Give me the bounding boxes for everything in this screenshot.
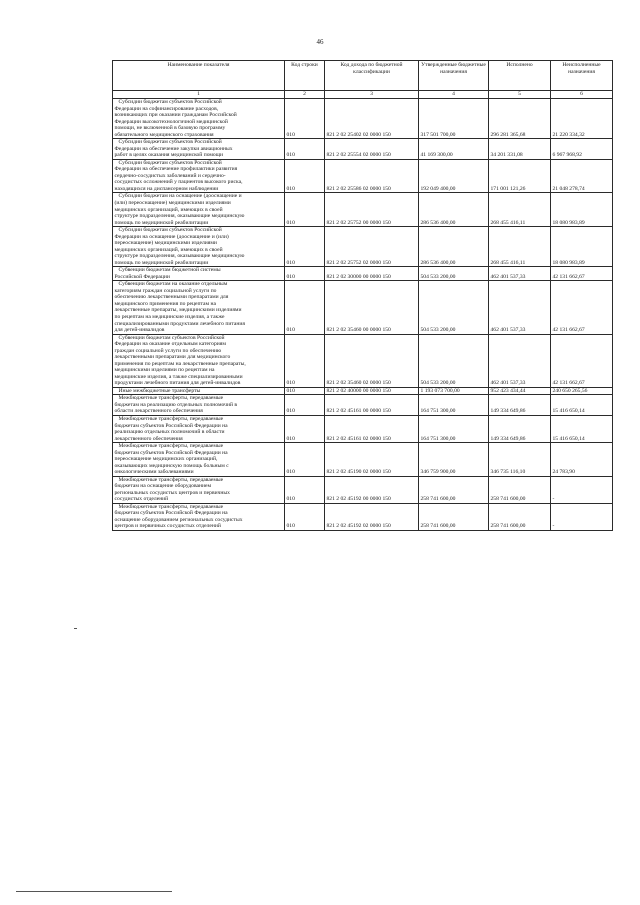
line-code-cell: 010 (285, 159, 325, 193)
indicator-name-line: Федерации на обеспечение закупки авиационных (114, 145, 233, 152)
header-indicator-name: Наименование показателя (113, 61, 285, 91)
indicator-name-cell (113, 227, 285, 267)
indicator-name-line: Федерации на софинансирование расходов, (114, 105, 219, 112)
indicator-name-line: обязательного медицинского страхования (114, 131, 214, 138)
indicator-name-line: бюджетам субъектов Российской Федерации на (114, 422, 228, 429)
indicator-name-line: Федерации на обеспечение профилактики развития (114, 166, 238, 173)
indicator-name-cell (113, 139, 285, 160)
line-code-cell: 010 (285, 395, 325, 416)
line-code-cell: 010 (285, 443, 325, 477)
indicator-name-line: Иные межбюджетные трансферты (118, 387, 201, 394)
line-code-cell: 010 (285, 503, 325, 530)
indicator-name-cell (113, 387, 285, 395)
indicator-name-cell (113, 193, 285, 227)
footer-rule (16, 891, 172, 892)
indicator-name-cell (113, 476, 285, 503)
unexecuted-amount-cell: 6 967 968,92 (551, 139, 613, 160)
indicator-name-line: Межбюджетные трансферты, передаваемые (118, 476, 224, 483)
indicator-name-line: помощи, не включенной в базовую программу (114, 125, 226, 132)
indicator-name-line: бюджетам на оснащение оборудованием (114, 483, 212, 490)
budget-code-cell: 821 2 02 35460 02 0000 150 (325, 334, 419, 387)
column-number: 1 (113, 91, 285, 99)
indicator-name-line: бюджетам на реализацию отдельных полномочий в (114, 401, 238, 408)
budget-code-cell: 821 2 02 35460 00 0000 150 (325, 281, 419, 334)
executed-amount-cell: 462 401 537,33 (489, 281, 551, 334)
line-code-cell: 010 (285, 267, 325, 281)
budget-code-cell: 821 2 02 25752 00 0000 150 (325, 193, 419, 227)
approved-amount-cell: 1 193 073 700,00 (419, 387, 489, 395)
indicator-name-line: Субсидии бюджетам субъектов Российской (118, 159, 222, 166)
line-code-cell: 010 (285, 281, 325, 334)
indicator-name-line: Субсидии бюджетам субъектов Российской (118, 139, 222, 146)
budget-code-cell: 821 2 02 25402 02 0000 150 (325, 99, 419, 139)
unexecuted-amount-cell: 15 416 650,14 (551, 415, 613, 442)
indicator-name-line: применения по рецептам на лекарственные препараты, (114, 360, 246, 367)
indicator-name-line: центров и первичных сосудистых отделений (114, 523, 221, 530)
budget-code-cell: 821 2 02 30000 00 0000 150 (325, 267, 419, 281)
budget-code-cell: 821 2 02 45192 00 0000 150 (325, 476, 419, 503)
unexecuted-amount-cell: - (551, 503, 613, 530)
executed-amount-cell: 34 201 331,08 (489, 139, 551, 160)
table-row (113, 159, 613, 193)
budget-code-cell: 821 2 02 45192 02 0000 150 (325, 503, 419, 530)
column-number: 4 (419, 91, 489, 99)
table-row (113, 443, 613, 477)
budget-code-cell: 821 2 02 25752 02 0000 150 (325, 227, 419, 267)
indicator-name-cell (113, 334, 285, 387)
approved-amount-cell: 504 533 200,00 (419, 281, 489, 334)
unexecuted-amount-cell: 21 048 278,74 (551, 159, 613, 193)
executed-amount-cell: 149 334 649,86 (489, 395, 551, 416)
table-row (113, 395, 613, 416)
indicator-name-line: Субсидии бюджетам субъектов Российской (118, 99, 222, 105)
indicator-name-cell (113, 443, 285, 477)
indicator-name-line: реализацию отдельных полномочий в области (114, 429, 225, 436)
table-row (113, 415, 613, 442)
indicator-name-line: Межбюджетные трансферты, передаваемые (118, 443, 224, 450)
budget-code-cell: 821 2 02 40000 00 0000 150 (325, 387, 419, 395)
indicator-name-line: категориям граждан социальной услуги по (114, 287, 217, 294)
table-row (113, 503, 613, 530)
indicator-name-line: переоснащение) медицинскими изделиями (114, 240, 217, 247)
line-code-cell: 010 (285, 415, 325, 442)
approved-amount-cell: 258 741 600,00 (419, 503, 489, 530)
indicator-name-cell (113, 281, 285, 334)
indicator-name-line: Субвенции бюджетам субъектов Российской (118, 334, 225, 341)
approved-amount-cell: 164 751 300,00 (419, 395, 489, 416)
approved-amount-cell: 192 049 400,00 (419, 159, 489, 193)
table-row (113, 334, 613, 387)
column-number-row (113, 91, 613, 99)
approved-amount-cell: 286 536 400,00 (419, 227, 489, 267)
column-number: 3 (325, 91, 419, 99)
header-approved-appropriations: Утвержденные бюджетные назначения (419, 61, 489, 91)
header-budget-classification-code: Код дохода по бюджетной классификации (325, 61, 419, 91)
indicator-name-line: сосудистых осложнений у пациентов высокого риска, (114, 179, 243, 186)
indicator-name-line: Межбюджетные трансферты, передаваемые (118, 395, 224, 402)
table-row (113, 476, 613, 503)
line-code-cell: 010 (285, 139, 325, 160)
indicator-name-line: работ в целях оказания медицинской помощи (114, 152, 224, 159)
indicator-name-line: оснащение оборудованием региональных сосудистых (114, 516, 243, 523)
indicator-name-line: бюджетам субъектов Российской Федерации на (114, 449, 228, 456)
approved-amount-cell: 258 741 600,00 (419, 476, 489, 503)
indicator-name-cell (113, 267, 285, 281)
executed-amount-cell: 346 735 116,10 (489, 443, 551, 477)
indicator-name-line: структуре подразделения, оказывающие медицинскую (114, 213, 245, 220)
indicator-name-line: бюджетам субъектов Российской Федерации на (114, 510, 228, 517)
table-row (113, 139, 613, 160)
indicator-name-line: Российской Федерации (114, 273, 170, 280)
table-body (113, 99, 613, 531)
indicator-name-line: Субвенции бюджетам бюджетной системы (118, 267, 221, 274)
indicator-name-line: области лекарственного обеспечения (114, 408, 203, 415)
budget-execution-table (112, 60, 613, 531)
indicator-name-cell (113, 395, 285, 416)
indicator-name-line: лекарственными препаратами для медицинского (114, 354, 231, 361)
table-row (113, 281, 613, 334)
indicator-name-line: Межбюджетные трансферты, передаваемые (118, 503, 224, 510)
line-code-cell: 010 (285, 227, 325, 267)
indicator-name-line: для детей-инвалидов (114, 327, 165, 334)
indicator-name-line: помощь по медицинской реабилитации (114, 259, 209, 266)
budget-code-cell: 821 2 02 45161 00 0000 150 (325, 395, 419, 416)
indicator-name-line: Межбюджетные трансферты, передаваемые (118, 415, 224, 422)
unexecuted-amount-cell: 18 080 983,89 (551, 227, 613, 267)
unexecuted-amount-cell: 18 080 983,89 (551, 193, 613, 227)
indicator-name-line: находящихся на диспансерном наблюдении (114, 185, 219, 192)
indicator-name-line: обеспечению лекарственными препаратами для (114, 294, 229, 301)
indicator-name-line: по рецептам на медицинские изделия, а также (114, 314, 225, 320)
line-code-cell: 010 (285, 193, 325, 227)
executed-amount-cell: 171 001 121,26 (489, 159, 551, 193)
table-row (113, 387, 613, 395)
indicator-name-line: онкологическими заболеваниями (114, 469, 194, 476)
approved-amount-cell: 504 533 200,00 (419, 267, 489, 281)
executed-amount-cell: 258 741 600,00 (489, 476, 551, 503)
executed-amount-cell: 258 741 600,00 (489, 503, 551, 530)
indicator-name-line: лекарственного обеспечения (114, 435, 183, 442)
line-code-cell: 010 (285, 334, 325, 387)
approved-amount-cell: 504 533 200,00 (419, 334, 489, 387)
unexecuted-amount-cell: 240 650 265,56 (551, 387, 613, 395)
budget-code-cell: 821 2 02 45190 02 0000 150 (325, 443, 419, 477)
indicator-name-line: региональных сосудистых центров и первичных (114, 489, 230, 496)
indicator-name-cell (113, 503, 285, 530)
indicator-name-line: Субвенции бюджетам на оказание отдельным (118, 281, 228, 288)
indicator-name-cell (113, 415, 285, 442)
executed-amount-cell: 952 423 434,44 (489, 387, 551, 395)
line-code-cell: 010 (285, 99, 325, 139)
indicator-name-line: лекарственные препараты, медицинскими изделиями (114, 307, 242, 314)
indicator-name-line: сосудистых отделений (114, 496, 169, 503)
budget-code-cell: 821 2 02 25554 02 0000 150 (325, 139, 419, 160)
indicator-name-line: Федерации на оснащение (дооснащение и (или) (114, 233, 229, 240)
budget-code-cell: 821 2 02 25586 02 0000 150 (325, 159, 419, 193)
indicator-name-cell (113, 159, 285, 193)
unexecuted-amount-cell: - (551, 476, 613, 503)
executed-amount-cell: 462 401 537,33 (489, 334, 551, 387)
unexecuted-amount-cell: 15 416 650,14 (551, 395, 613, 416)
scan-mark (74, 628, 77, 629)
indicator-name-line: структуре подразделения, оказывающие медицинскую (114, 253, 245, 260)
indicator-name-line: продуктами лечебного питания для детей-инвалидов (114, 380, 241, 387)
indicator-name-line: переоснащение медицинских организаций, (114, 456, 218, 463)
line-code-cell: 010 (285, 476, 325, 503)
indicator-name-line: медицинскими изделиями по рецептам на (114, 367, 215, 374)
indicator-name-cell (113, 99, 285, 139)
executed-amount-cell: 462 401 537,33 (489, 267, 551, 281)
executed-amount-cell: 296 281 365,68 (489, 99, 551, 139)
line-code-cell: 010 (285, 387, 325, 395)
indicator-name-line: сердечно-сосудистых заболеваний и сердечно- (114, 172, 226, 179)
budget-code-cell: 821 2 02 45161 02 0000 150 (325, 415, 419, 442)
indicator-name-line: медицинского применения по рецептам на (114, 300, 216, 307)
indicator-name-line: медицинских организаций, имеющих в своей (114, 246, 223, 253)
indicator-name-line: Федерации высокотехнологичной медицинской (114, 118, 228, 125)
indicator-name-line: специализированными продуктами лечебного питания (114, 320, 245, 327)
header-unexecuted-appropriations: Неисполненные назначения (551, 61, 613, 91)
column-number: 6 (551, 91, 613, 99)
table-row (113, 193, 613, 227)
approved-amount-cell: 41 169 300,00 (419, 139, 489, 160)
approved-amount-cell: 164 751 300,00 (419, 415, 489, 442)
approved-amount-cell: 346 759 900,00 (419, 443, 489, 477)
indicator-name-line: оказывающих медицинскую помощь больным с (114, 462, 229, 469)
approved-amount-cell: 317 501 700,00 (419, 99, 489, 139)
page-number: 46 (316, 38, 324, 46)
table-header-row (113, 61, 613, 91)
executed-amount-cell: 149 334 649,86 (489, 415, 551, 442)
indicator-name-line: (или) переоснащение) медицинскими изделиями (114, 199, 231, 206)
executed-amount-cell: 268 455 416,11 (489, 193, 551, 227)
table-row (113, 267, 613, 281)
unexecuted-amount-cell: 42 131 662,67 (551, 267, 613, 281)
indicator-name-line: Федерации на оказание отдельным категориям (114, 341, 226, 348)
indicator-name-line: Субсидии бюджетам субъектов Российской (118, 227, 222, 234)
column-number: 2 (285, 91, 325, 99)
header-executed: Исполнено (489, 61, 551, 91)
column-number: 5 (489, 91, 551, 99)
approved-amount-cell: 286 536 400,00 (419, 193, 489, 227)
indicator-name-line: граждан социальной услуги по обеспечению (114, 347, 222, 354)
indicator-name-line: медицинских организаций, имеющих в своей (114, 206, 223, 213)
executed-amount-cell: 268 455 416,11 (489, 227, 551, 267)
indicator-name-line: помощь по медицинской реабилитации (114, 219, 209, 226)
unexecuted-amount-cell: 42 131 662,67 (551, 334, 613, 387)
indicator-name-line: медицинские изделия, а также специализированными (114, 373, 243, 380)
unexecuted-amount-cell: 21 220 334,32 (551, 99, 613, 139)
indicator-name-line: Субсидии бюджетам на оснащение (дооснащение и (118, 193, 242, 200)
table-row (113, 227, 613, 267)
unexecuted-amount-cell: 42 131 662,67 (551, 281, 613, 334)
unexecuted-amount-cell: 24 783,90 (551, 443, 613, 477)
table-row (113, 99, 613, 139)
header-line-code: Код строки (285, 61, 325, 91)
indicator-name-line: возникающих при оказании гражданам Российской (114, 112, 237, 119)
